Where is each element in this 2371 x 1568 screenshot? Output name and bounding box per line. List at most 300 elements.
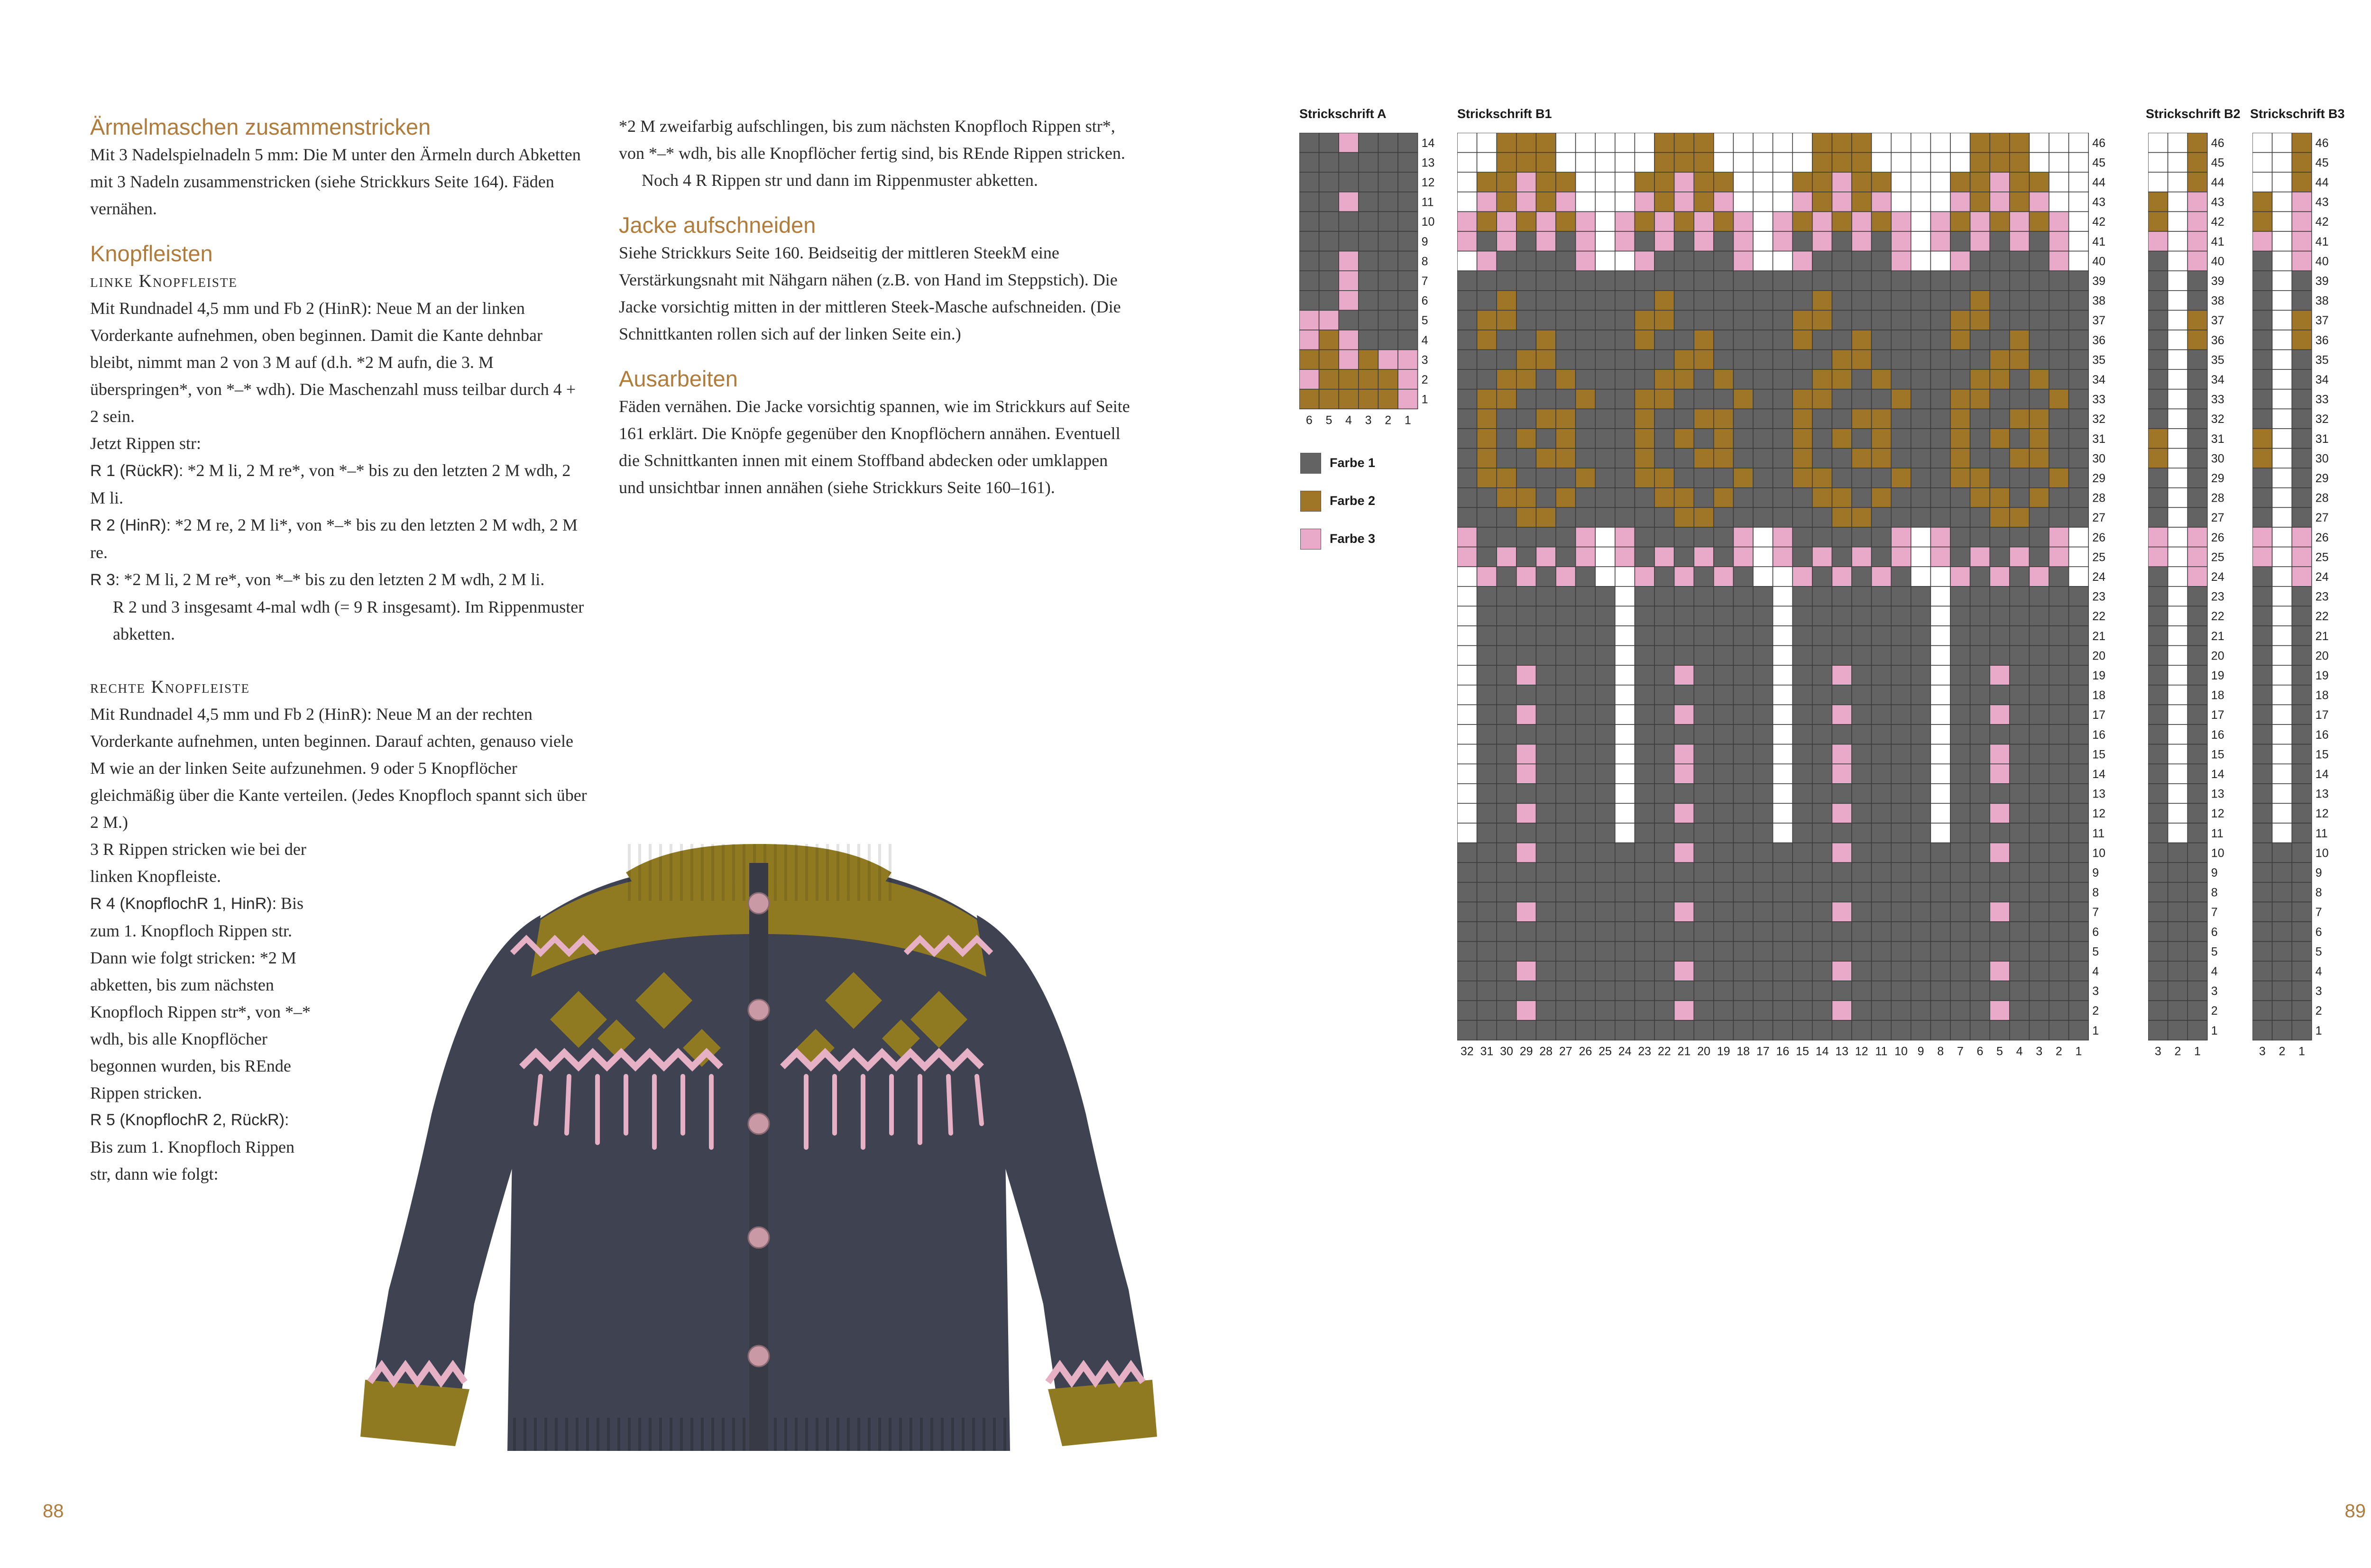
chart-cell bbox=[1832, 803, 1852, 823]
chart-cell bbox=[2069, 567, 2089, 587]
chart-cell bbox=[1477, 567, 1497, 587]
chart-cell bbox=[1576, 192, 1596, 212]
row-number: 11 bbox=[2092, 826, 2105, 840]
column-number: 2 bbox=[2055, 1045, 2062, 1058]
chart-cell bbox=[1595, 330, 1615, 350]
chart-cell bbox=[2168, 942, 2188, 962]
column-number: 32 bbox=[1460, 1045, 1474, 1058]
chart-cell bbox=[1457, 942, 1477, 962]
row-number: 44 bbox=[2211, 176, 2224, 189]
column-number: 1 bbox=[2075, 1045, 2082, 1058]
chart-cell bbox=[1714, 1020, 1734, 1040]
chart-cell bbox=[1319, 133, 1339, 153]
chart-cell bbox=[2010, 942, 2030, 962]
chart-cell bbox=[2252, 823, 2272, 843]
chart-cell bbox=[1733, 369, 1753, 389]
row-number: 21 bbox=[2092, 629, 2106, 643]
chart-cell bbox=[1990, 705, 2010, 724]
chart-cell bbox=[2029, 350, 2049, 370]
chart-cell bbox=[1950, 665, 1970, 685]
chart-cell bbox=[1635, 369, 1654, 389]
chart-cell bbox=[1635, 784, 1654, 804]
chart-cell bbox=[1753, 310, 1773, 330]
chart-cell bbox=[2069, 784, 2089, 804]
chart-cell bbox=[1970, 310, 1990, 330]
chart-cell bbox=[1516, 310, 1536, 330]
chart-cell bbox=[2069, 665, 2089, 685]
chart-cell bbox=[1556, 527, 1576, 547]
chart-cell bbox=[1536, 724, 1556, 744]
chart-cell bbox=[2168, 409, 2188, 429]
chart-cell bbox=[1635, 547, 1654, 567]
chart-cell bbox=[1911, 606, 1931, 626]
chart-cell bbox=[1812, 291, 1832, 311]
chart-cell bbox=[2049, 449, 2069, 468]
chart-cell bbox=[1930, 330, 1950, 350]
chart-cell bbox=[1970, 981, 1990, 1001]
chart-cell bbox=[1654, 251, 1674, 271]
chart-cell bbox=[1556, 291, 1576, 311]
chart-cell bbox=[1556, 803, 1576, 823]
row-number: 16 bbox=[2092, 728, 2106, 742]
chart-cell bbox=[1773, 606, 1793, 626]
chart-cell bbox=[1556, 724, 1576, 744]
chart-cell bbox=[1674, 981, 1694, 1001]
chart-cell bbox=[2049, 271, 2069, 291]
chart-cell bbox=[2049, 942, 2069, 962]
chart-cell bbox=[2029, 291, 2049, 311]
chart-cell bbox=[1950, 429, 1970, 449]
chart-cell bbox=[1970, 231, 1990, 251]
chart-cell bbox=[1852, 192, 1872, 212]
chart-cell bbox=[1674, 527, 1694, 547]
row-number: 6 bbox=[2315, 925, 2322, 939]
chart-cell bbox=[1595, 507, 1615, 527]
chart-cell bbox=[1477, 369, 1497, 389]
chart-cell bbox=[2029, 172, 2049, 192]
chart-cell bbox=[2168, 133, 2188, 153]
chart-cell bbox=[2148, 862, 2168, 882]
column-number: 5 bbox=[1325, 413, 1333, 427]
chart-cell bbox=[1595, 981, 1615, 1001]
chart-cell bbox=[1832, 784, 1852, 804]
chart-cell bbox=[2148, 705, 2168, 724]
chart-cell bbox=[1398, 133, 1418, 153]
chart-cell bbox=[1832, 291, 1852, 311]
chart-cell bbox=[1694, 961, 1714, 981]
chart-cell bbox=[1990, 981, 2010, 1001]
chart-cell bbox=[1635, 429, 1654, 449]
row-number: 37 bbox=[2092, 314, 2106, 328]
chart-cell bbox=[1536, 843, 1556, 863]
column-number: 3 bbox=[2036, 1045, 2043, 1058]
chart-cell bbox=[1674, 626, 1694, 646]
chart-cell bbox=[1674, 192, 1694, 212]
chart-cell bbox=[2168, 961, 2188, 981]
chart-cell bbox=[1457, 922, 1477, 942]
chart-cell bbox=[1635, 231, 1654, 251]
chart-cell bbox=[1536, 310, 1556, 330]
chart-cell bbox=[1497, 251, 1516, 271]
chart-cell bbox=[1556, 429, 1576, 449]
chart-cell bbox=[1654, 784, 1674, 804]
chart-cell bbox=[1812, 369, 1832, 389]
chart-cell bbox=[1792, 724, 1812, 744]
chart-cell bbox=[2148, 843, 2168, 863]
chart-cell bbox=[1753, 882, 1773, 902]
chart-cell bbox=[1990, 211, 2010, 231]
chart-cell bbox=[1832, 981, 1852, 1001]
chart-cell bbox=[2168, 705, 2188, 724]
column-number: 25 bbox=[1599, 1045, 1612, 1058]
chart-cell bbox=[1556, 626, 1576, 646]
chart-cell bbox=[1477, 251, 1497, 271]
chart-cell bbox=[2029, 587, 2049, 606]
row-number: 14 bbox=[2092, 768, 2106, 781]
chart-cell bbox=[1576, 823, 1596, 843]
chart-cell bbox=[1556, 843, 1576, 863]
column-number: 1 bbox=[2298, 1045, 2305, 1058]
chart-cell bbox=[1339, 231, 1359, 251]
chart-cell bbox=[2187, 251, 2207, 271]
row-number: 16 bbox=[2315, 728, 2329, 742]
chart-cell bbox=[2272, 784, 2292, 804]
chart-cell bbox=[2187, 449, 2207, 468]
chart-cell bbox=[2272, 172, 2292, 192]
row-number: 34 bbox=[2315, 373, 2329, 386]
chart-cell bbox=[1477, 350, 1497, 370]
chart-cell bbox=[2187, 271, 2207, 291]
chart-cell bbox=[2252, 922, 2272, 942]
chart-cell bbox=[1891, 409, 1911, 429]
chart-cell bbox=[1635, 705, 1654, 724]
chart-cell bbox=[2069, 468, 2089, 488]
chart-cell bbox=[1911, 291, 1931, 311]
chart-cell bbox=[2272, 922, 2292, 942]
chart-cell bbox=[1359, 330, 1378, 350]
chart-cell bbox=[2049, 547, 2069, 567]
chart-cell bbox=[1733, 843, 1753, 863]
chart-cell bbox=[2148, 724, 2168, 744]
chart-cell bbox=[1378, 251, 1398, 271]
chart-cell bbox=[2187, 310, 2207, 330]
chart-cell bbox=[1792, 449, 1812, 468]
chart-cell bbox=[1990, 685, 2010, 705]
chart-cell bbox=[1477, 764, 1497, 784]
chart-cell bbox=[1990, 587, 2010, 606]
chart-cell bbox=[2272, 429, 2292, 449]
chart-cell bbox=[1852, 172, 1872, 192]
chart-cell bbox=[2148, 902, 2168, 922]
chart-cell bbox=[2168, 310, 2188, 330]
chart-cell bbox=[1911, 488, 1931, 508]
chart-cell bbox=[1654, 507, 1674, 527]
r4-line: Dann wie folgt stricken: *2 M bbox=[90, 948, 296, 967]
chart-cell bbox=[2168, 507, 2188, 527]
chart-cell bbox=[1930, 764, 1950, 784]
chart-cell bbox=[2187, 192, 2207, 212]
chart-cell bbox=[1595, 291, 1615, 311]
chart-cell bbox=[1477, 507, 1497, 527]
chart-cell bbox=[1319, 211, 1339, 231]
chart-cell bbox=[1950, 843, 1970, 863]
chart-cell bbox=[1792, 843, 1812, 863]
chart-cell bbox=[1457, 724, 1477, 744]
chart-cell bbox=[2029, 744, 2049, 764]
column-number: 16 bbox=[1776, 1045, 1790, 1058]
column-number: 30 bbox=[1500, 1045, 1513, 1058]
column-number: 12 bbox=[1855, 1045, 1868, 1058]
chart-cell bbox=[1792, 705, 1812, 724]
chart-cell bbox=[1832, 902, 1852, 922]
chart-cell bbox=[1714, 626, 1734, 646]
chart-cell bbox=[1911, 330, 1931, 350]
chart-cell bbox=[1714, 330, 1734, 350]
chart-cell bbox=[1516, 429, 1536, 449]
chart-cell bbox=[2187, 291, 2207, 311]
chart-cell bbox=[1950, 330, 1970, 350]
chart-cell bbox=[1832, 724, 1852, 744]
chart-cell bbox=[1516, 251, 1536, 271]
chart-cell bbox=[1497, 389, 1516, 409]
chart-cell bbox=[1970, 271, 1990, 291]
chart-cell bbox=[2010, 784, 2030, 804]
chart-cell bbox=[1674, 310, 1694, 330]
chart-cell bbox=[2148, 1020, 2168, 1040]
chart-cell bbox=[2272, 449, 2292, 468]
chart-cell bbox=[1733, 350, 1753, 370]
chart-cell bbox=[1497, 231, 1516, 251]
r4-line: abketten, bis zum nächsten bbox=[90, 975, 274, 994]
chart-cell bbox=[1339, 291, 1359, 311]
chart-cell bbox=[1911, 192, 1931, 212]
chart-cell bbox=[1970, 587, 1990, 606]
row-number: 21 bbox=[2211, 629, 2224, 643]
column-number: 13 bbox=[1835, 1045, 1849, 1058]
chart-cell bbox=[1714, 153, 1734, 173]
chart-cell bbox=[1536, 665, 1556, 685]
chart-cell bbox=[1615, 468, 1635, 488]
chart-cell bbox=[1812, 942, 1832, 962]
column-number: 10 bbox=[1894, 1045, 1908, 1058]
chart-cell bbox=[1674, 784, 1694, 804]
chart-cell bbox=[2272, 271, 2292, 291]
chart-cell bbox=[1457, 291, 1477, 311]
chart-cell bbox=[1990, 547, 2010, 567]
chart-cell bbox=[2049, 705, 2069, 724]
chart-cell bbox=[1990, 350, 2010, 370]
chart-cell bbox=[2292, 862, 2312, 882]
chart-cell bbox=[1911, 310, 1931, 330]
chart-cell bbox=[1812, 231, 1832, 251]
chart-cell bbox=[1911, 251, 1931, 271]
chart-cell bbox=[1516, 350, 1536, 370]
chart-cell bbox=[2148, 606, 2168, 626]
chart-cell bbox=[2272, 902, 2292, 922]
chart-cell bbox=[1694, 587, 1714, 606]
chart-cell bbox=[1773, 744, 1793, 764]
chart-cell bbox=[1516, 507, 1536, 527]
chart-cell bbox=[1773, 626, 1793, 646]
chart-cell bbox=[1398, 231, 1418, 251]
chart-cell bbox=[1911, 468, 1931, 488]
chart-cell bbox=[1872, 764, 1892, 784]
chart-cell bbox=[2168, 172, 2188, 192]
chart-cell bbox=[1911, 587, 1931, 606]
chart-cell bbox=[2168, 981, 2188, 1001]
chart-cell bbox=[1299, 251, 1319, 271]
chart-cell bbox=[1654, 646, 1674, 666]
chart-cell bbox=[2292, 685, 2312, 705]
chart-cell bbox=[1950, 942, 1970, 962]
row-number: 19 bbox=[2092, 669, 2106, 682]
chart-cell bbox=[1576, 685, 1596, 705]
chart-cell bbox=[1595, 587, 1615, 606]
chart-cell bbox=[1891, 211, 1911, 231]
chart-cell bbox=[1595, 567, 1615, 587]
chart-cell bbox=[1516, 981, 1536, 1001]
chart-cell bbox=[1930, 862, 1950, 882]
chart-cell bbox=[2187, 350, 2207, 370]
chart-cell bbox=[1872, 153, 1892, 173]
row-number: 28 bbox=[2315, 491, 2329, 505]
chart-cell bbox=[1516, 1020, 1536, 1040]
chart-cell bbox=[1792, 369, 1812, 389]
row-number: 7 bbox=[1421, 275, 1428, 288]
chart-cell bbox=[1635, 823, 1654, 843]
chart-cell bbox=[1753, 369, 1773, 389]
row-number: 32 bbox=[2092, 413, 2106, 426]
chart-cell bbox=[2069, 1000, 2089, 1020]
chart-cell bbox=[1872, 291, 1892, 311]
chart-cell bbox=[2049, 646, 2069, 666]
chart-cell bbox=[2029, 231, 2049, 251]
chart-cell bbox=[2148, 310, 2168, 330]
chart-cell bbox=[1516, 606, 1536, 626]
chart-cell bbox=[1852, 271, 1872, 291]
chart-cell bbox=[1990, 409, 2010, 429]
chart-cell bbox=[1477, 449, 1497, 468]
chart-cell bbox=[1536, 685, 1556, 705]
row-number: 6 bbox=[2092, 925, 2099, 939]
chart-cell bbox=[2029, 942, 2049, 962]
chart-cell bbox=[1930, 350, 1950, 370]
chart-cell bbox=[1457, 330, 1477, 350]
chart-cell bbox=[2010, 567, 2030, 587]
chart-cell bbox=[1576, 507, 1596, 527]
chart-cell bbox=[1792, 291, 1812, 311]
chart-cell bbox=[1516, 902, 1536, 922]
chart-cell bbox=[1497, 172, 1516, 192]
chart-cell bbox=[1891, 764, 1911, 784]
chart-cell bbox=[1792, 310, 1812, 330]
chart-cell bbox=[2168, 823, 2188, 843]
chart-cell bbox=[2049, 291, 2069, 311]
row-number: 28 bbox=[2211, 491, 2224, 505]
chart-cell bbox=[1556, 251, 1576, 271]
row-number: 40 bbox=[2092, 255, 2106, 268]
chart-cell bbox=[2292, 231, 2312, 251]
chart-cell bbox=[1812, 587, 1832, 606]
page-number-left: 88 bbox=[43, 1501, 64, 1522]
chart-cell bbox=[1635, 843, 1654, 863]
chart-cell bbox=[2187, 1000, 2207, 1020]
chart-cell bbox=[1497, 369, 1516, 389]
chart-cell bbox=[1714, 488, 1734, 508]
chart-cell bbox=[2187, 961, 2207, 981]
chart-cell bbox=[1773, 507, 1793, 527]
subheading-linke-knopfleiste: linke Knopfleiste bbox=[90, 271, 238, 291]
chart-cell bbox=[2049, 784, 2069, 804]
chart-cell bbox=[2292, 449, 2312, 468]
chart-cell bbox=[1536, 488, 1556, 508]
chart-cell bbox=[1970, 1020, 1990, 1040]
chart-cell bbox=[1477, 172, 1497, 192]
chart-cell bbox=[1556, 902, 1576, 922]
chart-cell bbox=[1812, 981, 1832, 1001]
chart-cell bbox=[1536, 961, 1556, 981]
chart-cell bbox=[1930, 507, 1950, 527]
chart-cell bbox=[1812, 764, 1832, 784]
chart-cell bbox=[1654, 468, 1674, 488]
chart-cell bbox=[1654, 449, 1674, 468]
row-number: 16 bbox=[2211, 728, 2224, 742]
chart-cell bbox=[1457, 882, 1477, 902]
chart-cell bbox=[1477, 981, 1497, 1001]
chart-cell bbox=[1832, 567, 1852, 587]
chart-cell bbox=[1872, 547, 1892, 567]
chart-cell bbox=[1497, 705, 1516, 724]
chart-cell bbox=[2049, 724, 2069, 744]
chart-cell bbox=[1950, 724, 1970, 744]
heading-jacke-aufschneiden: Jacke aufschneiden bbox=[619, 212, 816, 238]
chart-cell bbox=[1832, 764, 1852, 784]
chart-cell bbox=[1457, 429, 1477, 449]
chart-cell bbox=[2049, 231, 2069, 251]
chart-cell bbox=[2148, 882, 2168, 902]
chart-cell bbox=[1576, 744, 1596, 764]
chart-cell bbox=[1457, 626, 1477, 646]
chart-cell bbox=[2252, 705, 2272, 724]
chart-cell bbox=[2252, 567, 2272, 587]
chart-cell bbox=[1832, 862, 1852, 882]
chart-cell bbox=[1694, 389, 1714, 409]
chart-cell bbox=[1970, 468, 1990, 488]
row-number: 19 bbox=[2211, 669, 2224, 682]
chart-cell bbox=[2187, 724, 2207, 744]
row-number: 30 bbox=[2211, 452, 2224, 466]
chart-cell bbox=[1556, 922, 1576, 942]
chart-cell bbox=[1970, 409, 1990, 429]
column-number: 21 bbox=[1677, 1045, 1691, 1058]
row-number: 18 bbox=[2092, 688, 2106, 702]
row-label-r5: R 5 (KnopflochR 2, RückR): bbox=[90, 1111, 289, 1129]
chart-cell bbox=[2010, 646, 2030, 666]
chart-cell bbox=[1714, 823, 1734, 843]
chart-cell bbox=[1516, 133, 1536, 153]
chart-cell bbox=[1576, 665, 1596, 685]
chart-cell bbox=[1674, 231, 1694, 251]
chart-cell bbox=[1911, 665, 1931, 685]
chart-cell bbox=[1930, 369, 1950, 389]
chart-cell bbox=[1950, 626, 1970, 646]
chart-cell bbox=[1970, 882, 1990, 902]
chart-cell bbox=[2252, 882, 2272, 902]
chart-cell bbox=[1792, 527, 1812, 547]
row-number: 20 bbox=[2211, 649, 2224, 663]
chart-cell bbox=[1576, 1020, 1596, 1040]
chart-cell bbox=[1911, 409, 1931, 429]
